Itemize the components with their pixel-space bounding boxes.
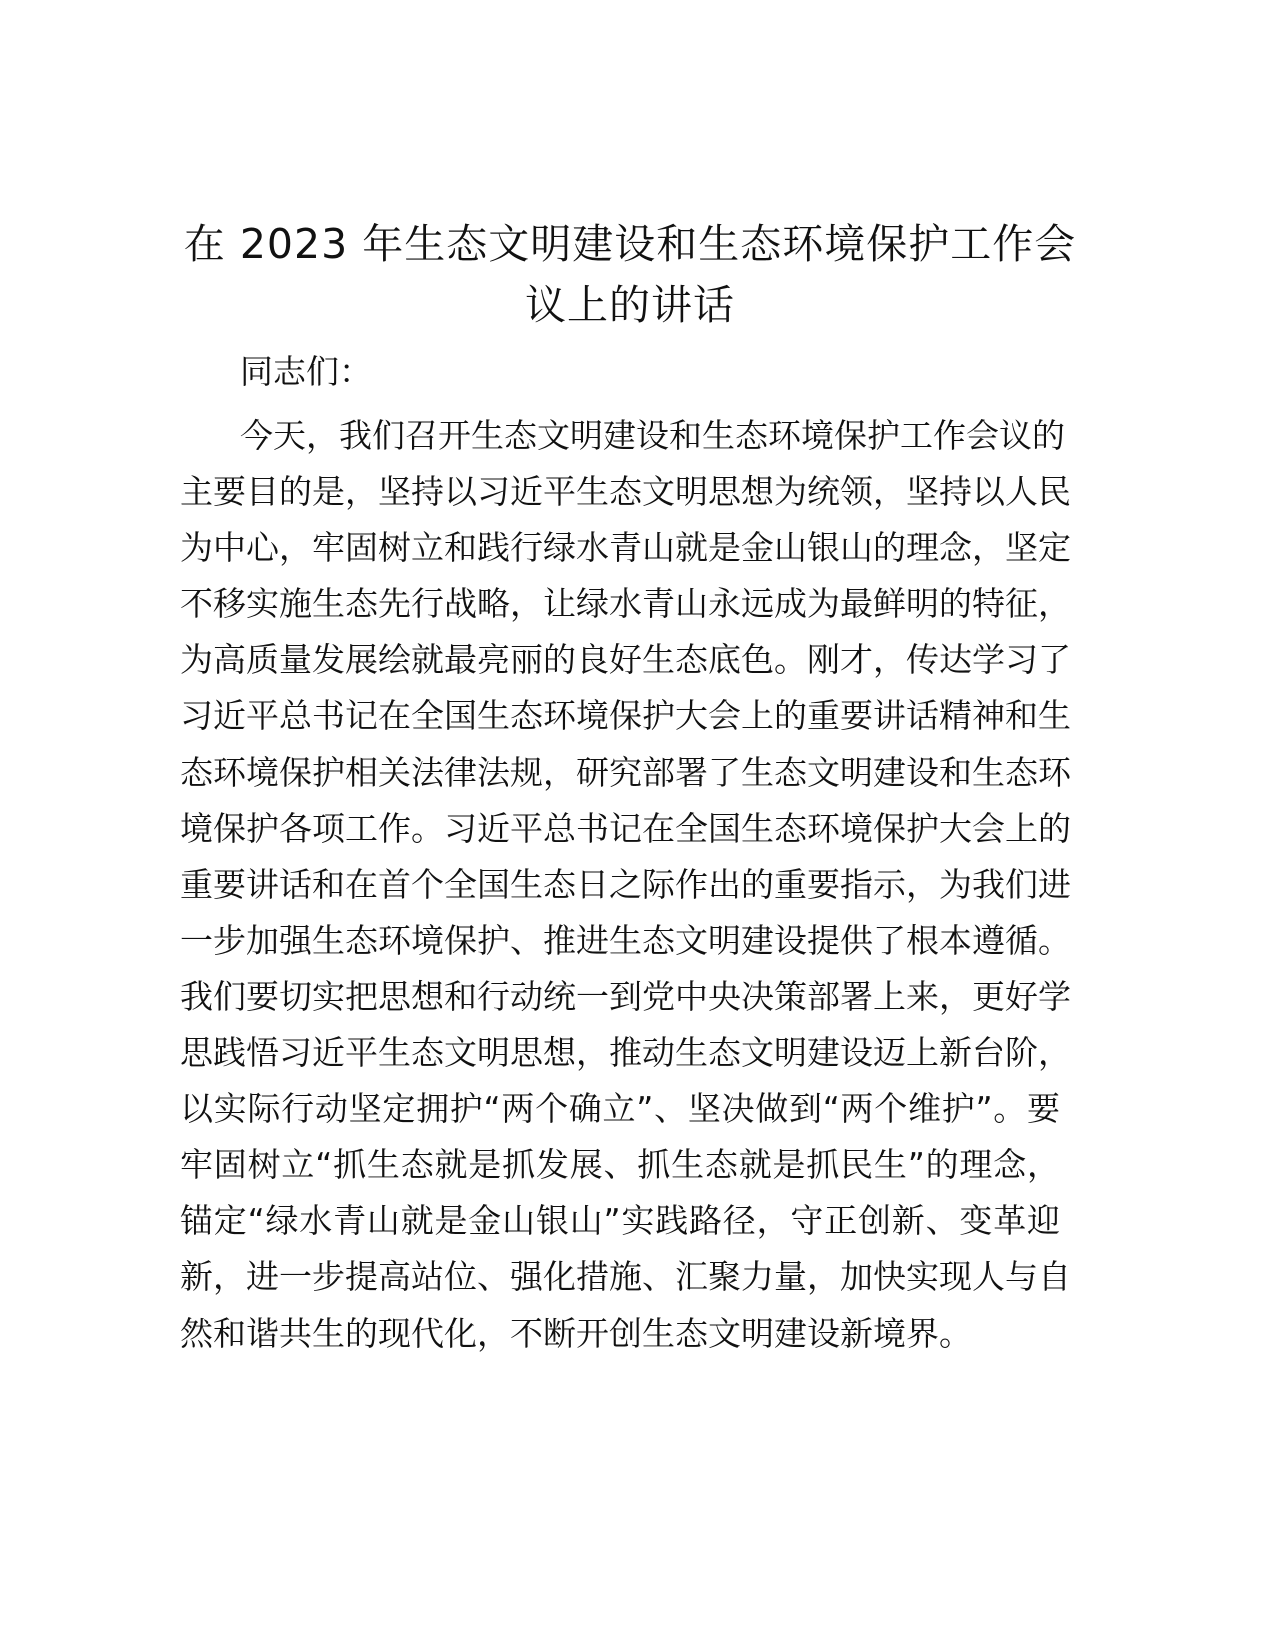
paragraph-line: 境保护各项工作。习近平总书记在全国生态环境保护大会上的 (180, 808, 1071, 848)
title-line: 议上的讲话 (525, 281, 735, 329)
paragraph-line: 牢固树立“抓生态就是抓发展、抓生态就是抓民生”的理念， (180, 1145, 1060, 1185)
paragraph-line: 主要目的是，坚持以习近平生态文明思想为统领，坚持以人民 (180, 472, 1071, 512)
paragraph-line: 为高质量发展绘就最亮丽的良好生态底色。刚才，传达学习了 (180, 640, 1071, 680)
document-title (180, 214, 1080, 336)
paragraph-line: 不移实施生态先行战略，让绿水青山永远成为最鲜明的特征， (180, 584, 1071, 624)
paragraph-line: 锚定“绿水青山就是金山银山”实践路径，守正创新、变革迎 (180, 1201, 1060, 1241)
paragraph-line: 重要讲话和在首个全国生态日之际作出的重要指示，为我们进 (180, 864, 1071, 904)
paragraph-line: 以实际行动坚定拥护“两个确立”、坚决做到“两个维护”。要 (180, 1089, 1060, 1129)
paragraph-line: 习近平总书记在全国生态环境保护大会上的重要讲话精神和生 (180, 696, 1071, 736)
paragraph-line: 我们要切实把思想和行动统一到党中央决策部署上来，更好学 (180, 976, 1071, 1016)
speech-paragraph (180, 408, 1071, 1362)
paragraph-line: 一步加强生态环境保护、推进生态文明建设提供了根本遵循。 (180, 920, 1071, 960)
paragraph-line: 今天，我们召开生态文明建设和生态环境保护工作会议的 (240, 416, 1065, 455)
paragraph-line: 然和谐共生的现代化，不断开创生态文明建设新境界。 (180, 1313, 972, 1353)
paragraph-line: 思践悟习近平生态文明思想，推动生态文明建设迈上新台阶， (180, 1033, 1071, 1073)
paragraph-line: 新，进一步提高站位、强化措施、汇聚力量，加快实现人与自 (180, 1257, 1071, 1297)
paragraph-line: 为中心，牢固树立和践行绿水青山就是金山银山的理念，坚定 (180, 528, 1071, 568)
greeting: 同志们： (240, 352, 372, 391)
title-line: 在 2023 年生态文明建设和生态环境保护工作会 (183, 220, 1077, 268)
paragraph-line: 态环境保护相关法律法规，研究部署了生态文明建设和生态环 (180, 752, 1071, 792)
